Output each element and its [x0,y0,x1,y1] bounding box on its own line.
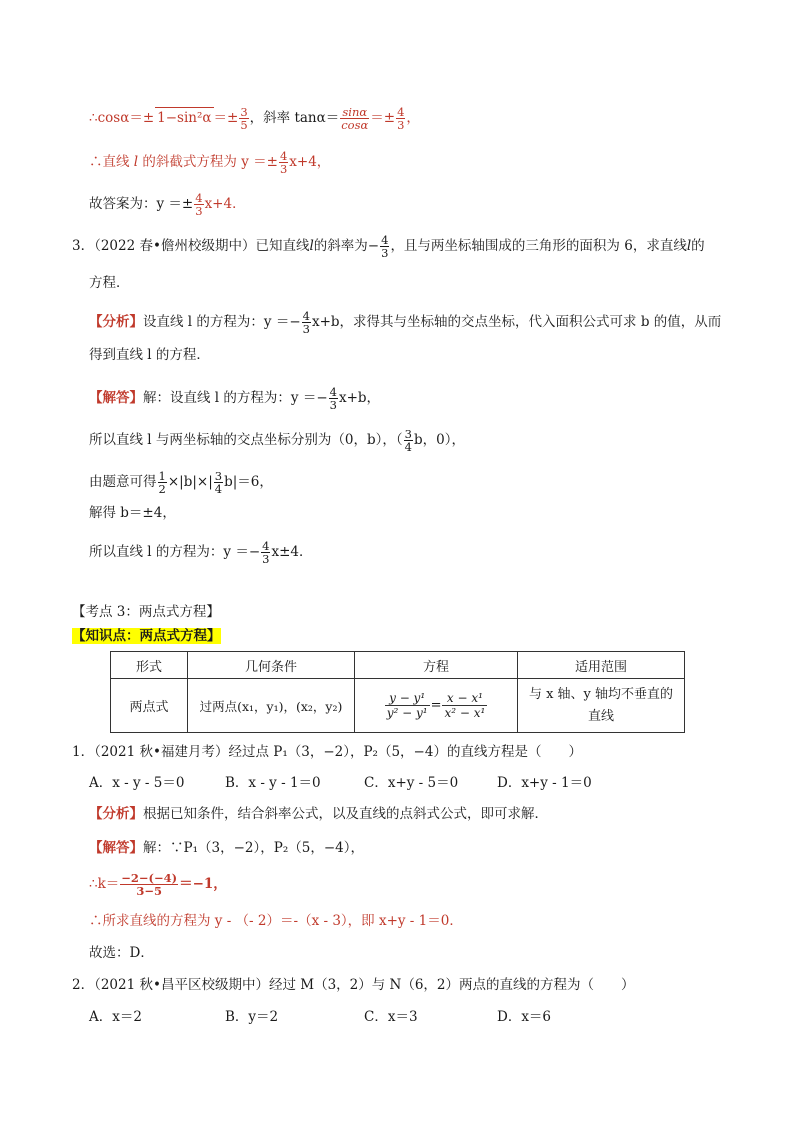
knowledge-point-heading: 【知识点：两点式方程】 [72,628,221,644]
slope-intercept-line: ∴直线 l 的斜截式方程为 y ＝± $\frac{4}{3}$ x+4， [89,149,331,176]
q3-answer: 【解答】解：设直线 l 的方程为：y ＝− $\frac{4}{3}$ x+b， [89,385,381,412]
cos-line: ∴cosα＝± 1−sin²α ＝± $\frac{3}{5}$ ，斜率 tanα＝ $\frac{\sin\alpha}{\cos\alpha}$ ＝± $\frac{4}{3}$ ， [89,105,420,132]
p1-option-d: D．x+y - 1＝0 [497,775,592,791]
table-header: 适用范围 [518,652,685,679]
p1-answer: 【解答】解：∵P₁（3，−2），P₂（5，−4）， [89,840,364,856]
q3-stem-line2: 方程． [89,275,130,291]
p1-slope: ∴k＝ $\frac{-2-(-4)}{3-5}$ ＝−1， [89,871,227,898]
q3-analysis: 【分析】设直线 l 的方程为：y ＝− $\frac{4}{3}$ x+b，求得其与坐标轴的交点坐标，代入面积公式可求 b 的值，从而 [89,309,722,336]
table-header: 形式 [111,652,188,679]
p2-option-a: A．x＝2 [89,1009,142,1025]
q3-step4: 所以直线 l 的方程为：y ＝− $\frac{4}{3}$ x±4． [89,539,313,566]
table-header: 几何条件 [188,652,355,679]
p1-choice: 故选：D． [89,945,154,961]
p1-line-equation: ∴所求直线的方程为 y - （- 2）＝-（x - 3），即 x+y - 1＝0． [89,913,463,929]
table-header: 方程 [355,652,518,679]
table-cell-condition: 过两点(x₁，y₁)，(x₂，y₂) [188,679,355,733]
table-cell-equation: $\frac{\text{y − y¹}}{\text{y² − y¹}}$ = $\frac{\text{x − x¹}}{\text{x² − x¹}}$ [355,679,518,733]
answer-line: 故答案为：y ＝± $\frac{4}{3}$ x+4． [89,191,246,218]
section3-heading: 【考点 3：两点式方程】 [72,604,220,620]
p2-option-d: D．x＝6 [497,1009,552,1025]
q3-analysis-line2: 得到直线 l 的方程． [89,347,210,363]
q3-stem: 3．（2022 春•儋州校级期中）已知直线l的斜率为− $\frac{4}{3}$ ，且与两坐标轴围成的三角形的面积为 6，求直线l的 [72,233,705,260]
p1-option-a: A．x - y - 5＝0 [89,775,185,791]
two-point-table [110,651,685,733]
p1-option-c: C．x+y - 5＝0 [364,775,459,791]
q3-step3: 解得 b＝±4， [89,505,176,521]
q3-step1: 所以直线 l 与两坐标轴的交点坐标分别为（0，b），（ $\frac{3}{4}$ b，0）， [89,427,465,454]
p2-option-b: B．y＝2 [225,1009,279,1025]
q3-step2: 由题意可得 $\frac{1}{2}$ ×|b|×| $\frac{3}{4}$ b|＝6， [89,469,273,496]
table-cell-form: 两点式 [111,679,188,733]
p1-analysis: 【分析】根据已知条件，结合斜率公式，以及直线的点斜式公式，即可求解． [89,806,548,822]
p1-option-b: B．x - y - 1＝0 [225,775,321,791]
p1-stem: 1．（2021 秋•福建月考）经过点 P₁（3，−2），P₂（5，−4）的直线方程是（ ） [72,744,582,760]
p2-stem: 2．（2021 秋•昌平区校级期中）经过 M（3，2）与 N（6，2）两点的直线的方程为（ ） [72,977,635,993]
table-cell-scope: 与 x 轴、y 轴均不垂直的 直线 [518,679,685,733]
p2-option-c: C．x＝3 [364,1009,418,1025]
